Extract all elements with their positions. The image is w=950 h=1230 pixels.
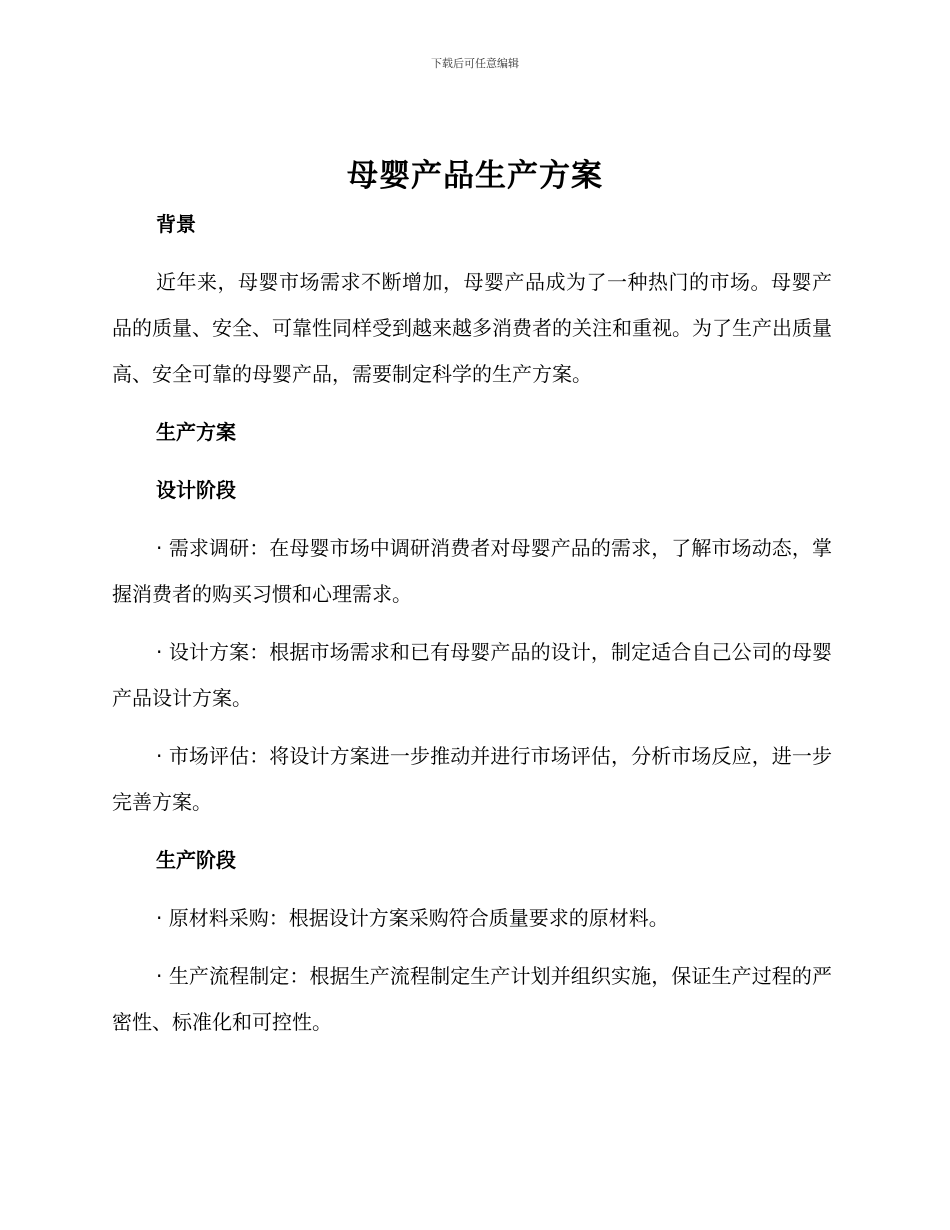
design-item-market-evaluation: · 市场评估：将设计方案进一步推动并进行市场评估，分析市场反应，进一步完善方案。 bbox=[112, 744, 832, 814]
section-heading-production-plan: 生产方案 bbox=[156, 420, 236, 444]
document-body bbox=[112, 201, 832, 1057]
background-paragraph: 近年来，母婴市场需求不断增加，母婴产品成为了一种热门的市场。母婴产品的质量、安全、可靠性同样受到越来越多消费者的关注和重视。为了生产出质量高、安全可靠的母婴产品，需要制定科学的生产方案。 bbox=[112, 270, 832, 386]
section-heading-design-stage: 设计阶段 bbox=[156, 478, 236, 502]
section-heading-background: 背景 bbox=[156, 212, 196, 236]
production-item-process-planning: · 生产流程制定：根据生产流程制定生产计划并组织实施，保证生产过程的严密性、标准化和可控性。 bbox=[112, 964, 832, 1034]
document-title: 母婴产品生产方案 bbox=[347, 158, 603, 194]
section-heading-production-stage: 生产阶段 bbox=[156, 848, 236, 872]
design-item-design-plan: · 设计方案：根据市场需求和已有母婴产品的设计，制定适合自己公司的母婴产品设计方案。 bbox=[112, 640, 832, 710]
production-item-material-purchase: · 原材料采购：根据设计方案采购符合质量要求的原材料。 bbox=[156, 906, 669, 930]
page-header-note: 下载后可任意编辑 bbox=[431, 57, 519, 70]
design-item-demand-research: · 需求调研：在母婴市场中调研消费者对母婴产品的需求，了解市场动态，掌握消费者的购买习惯和心理需求。 bbox=[112, 536, 832, 606]
